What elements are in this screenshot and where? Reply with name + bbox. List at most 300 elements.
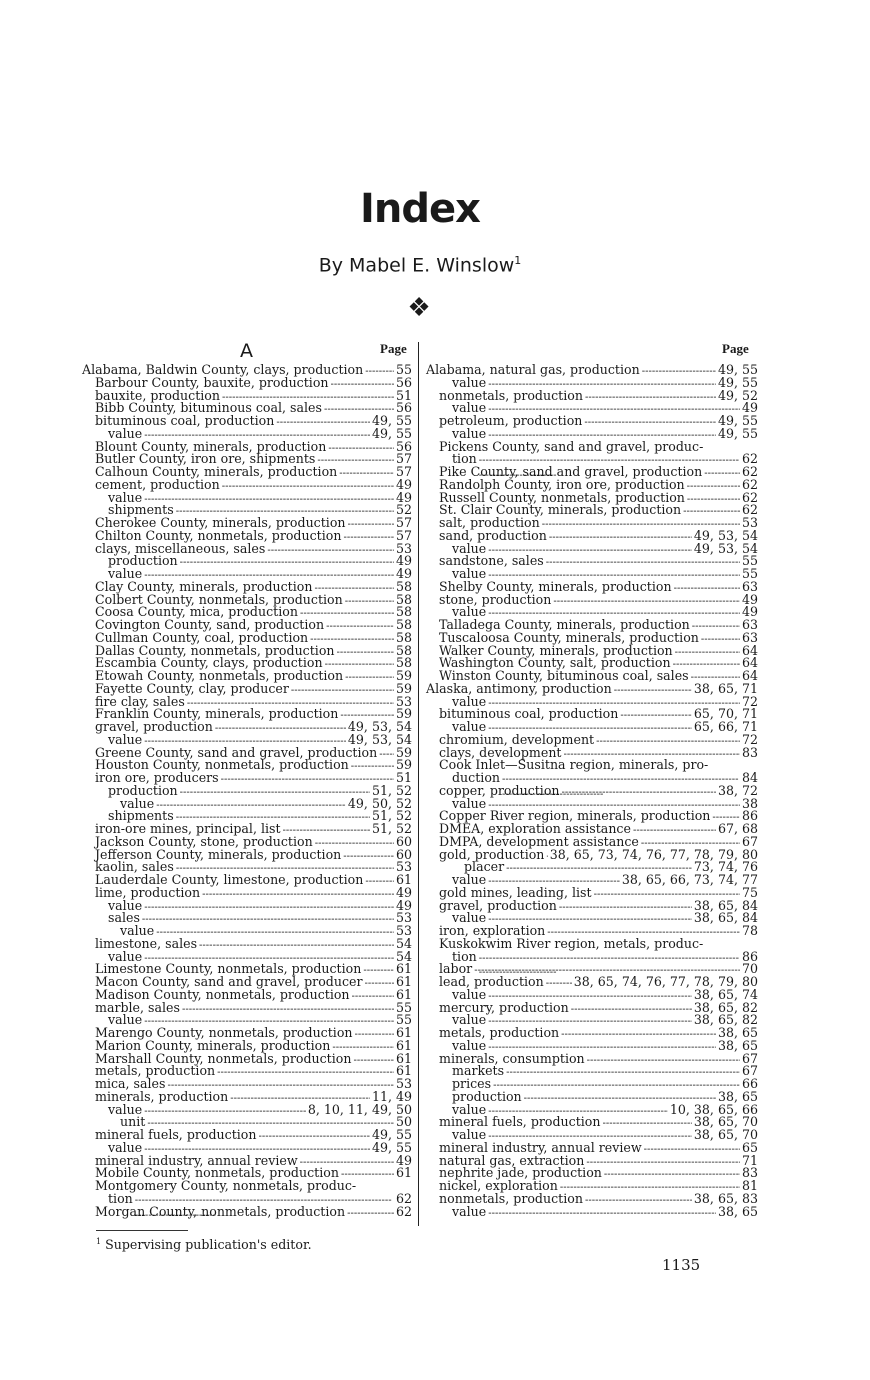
entry-page: 38, 65, 74 [693, 986, 758, 1002]
entry-page: 49 [395, 897, 412, 913]
entry-text: limestone, sales [95, 935, 198, 951]
entry-page: 55 [395, 1012, 412, 1028]
entry-page: 62 [395, 1203, 412, 1219]
leader-dots [351, 759, 394, 772]
leader-dots [199, 938, 394, 951]
entry-page: 61 [395, 1050, 412, 1066]
entry-page: 38, 65, 71 [693, 680, 758, 696]
entry-text: Calhoun County, minerals, production [95, 464, 338, 479]
entry-page: 67 [741, 833, 758, 849]
leader-dots [156, 798, 346, 811]
entry-text: iron ore, producers [95, 770, 219, 785]
entry-page: 53 [395, 1076, 412, 1091]
entry-text: Coosa County, mica, production [95, 604, 298, 620]
leader-dots [604, 1167, 740, 1180]
entry-page: 49, 55 [371, 1139, 412, 1155]
leader-dots [352, 989, 394, 1002]
leader-dots [586, 1155, 740, 1168]
entry-page: 64 [741, 668, 758, 683]
entry-text: Escambia County, clays, production [95, 655, 323, 671]
entry-text: value [452, 566, 487, 581]
entry-page: 51, 52 [371, 808, 412, 824]
entry-text: prices [452, 1076, 492, 1091]
index-entry [426, 759, 758, 785]
entry-text: value [108, 897, 143, 913]
entry-page: 38, 65 [717, 1037, 758, 1053]
entry-page: 53 [741, 515, 758, 530]
entry-page: 38, 65 [717, 1025, 758, 1040]
entry-text: Blount County, minerals, production [95, 438, 327, 454]
leader-dots [345, 594, 394, 607]
leader-dots [182, 1002, 394, 1015]
entry-text: value [452, 1101, 487, 1117]
entry-page: 38, 65, 84 [693, 897, 758, 913]
entry-page: 55 [741, 553, 758, 569]
entry-text: Barbour County, bauxite, production [95, 374, 329, 390]
leader-dots [337, 645, 394, 658]
entry-text: value [452, 425, 487, 441]
entry-page: 57 [395, 527, 412, 543]
entry-text: Covington County, sand, production [95, 617, 325, 632]
entry-text: Madison County, nonmetals, production [95, 986, 350, 1002]
leader-dots [217, 1065, 394, 1078]
entry-page: 58 [395, 617, 412, 632]
entry-text-cont: tion [452, 451, 477, 467]
leader-dots [331, 377, 394, 390]
entry-text: chromium, development [439, 731, 595, 747]
entry-page: 49, 55 [371, 413, 412, 428]
entry-text-cont: tion [108, 1190, 133, 1206]
entry-text: Tuscaloosa County, minerals, production [439, 629, 699, 645]
column-divider [418, 342, 419, 1226]
entry-page: 38 [741, 795, 758, 811]
entry-page: 61 [395, 974, 412, 989]
entry-page: 60 [395, 833, 412, 849]
leader-dots [585, 1193, 692, 1206]
entry-text: value [452, 400, 487, 416]
entry-page: 49, 53, 54 [347, 719, 412, 734]
index-entry [82, 1180, 412, 1206]
entry-page: 49 [395, 553, 412, 569]
leader-dots [379, 747, 394, 760]
entry-text: Colbert County, nonmetals, production [95, 591, 343, 607]
entry-page: 50 [395, 1114, 412, 1130]
entry-text: petroleum, production [439, 413, 583, 428]
left-index-column [82, 364, 412, 1218]
entry-page: 67 [741, 1063, 758, 1079]
byline [0, 254, 840, 276]
entry-text: metals, production [95, 1063, 216, 1079]
entry-text: Fayette County, clay, producer [95, 680, 289, 696]
entry-text: Marion County, minerals, production [95, 1037, 331, 1053]
leader-dots [291, 683, 394, 696]
entry-page: 49 [395, 476, 412, 492]
entry-page: 59 [395, 680, 412, 696]
leader-dots [603, 1116, 692, 1129]
entry-text: value [452, 1012, 487, 1028]
entry-text: Chilton County, nonmetals, production [95, 527, 342, 543]
leader-dots [704, 466, 740, 479]
entry-text: bituminous coal, production [95, 413, 275, 428]
entry-page: 53 [395, 540, 412, 556]
leader-dots [546, 849, 547, 862]
entry-text: Cook Inlet—Susitna region, minerals, pro- [439, 757, 709, 773]
entry-text: minerals, consumption [439, 1050, 585, 1066]
entry-text: Pike County, sand and gravel, production [439, 464, 703, 479]
entry-page: 58 [395, 591, 412, 607]
ornament-icon: ❖ [407, 293, 431, 323]
index-entry [426, 438, 758, 467]
leader-dots [488, 1206, 716, 1219]
leader-dots [267, 543, 394, 556]
entry-page: 72 [741, 731, 758, 747]
entry-page: 49, 53, 54 [693, 540, 758, 556]
entry-page: 61 [395, 1063, 412, 1079]
entry-text: placer [464, 859, 505, 875]
leader-dots [506, 1065, 740, 1078]
leader-dots [276, 415, 370, 428]
entry-text: value [108, 731, 143, 747]
leader-dots [644, 1142, 740, 1155]
entry-text: Kuskokwim River region, metals, produc- [439, 935, 704, 951]
entry-page: 61 [395, 872, 412, 887]
entry-text: lead, production [439, 974, 544, 989]
entry-page: 49, 53, 54 [693, 527, 758, 543]
leader-dots [614, 683, 692, 696]
entry-page: 67 [741, 1050, 758, 1066]
entry-page: 38, 65, 82 [693, 999, 758, 1015]
footnote-text: Supervising publication's editor. [105, 1237, 312, 1253]
entry-text: Mobile County, nonmetals, production [95, 1165, 339, 1181]
leader-dots [549, 530, 692, 543]
leader-dots [365, 976, 394, 989]
entry-text: value [108, 1101, 143, 1117]
entry-page: 58 [395, 604, 412, 620]
entry-page: 62 [741, 451, 758, 467]
entry-text: mica, sales [95, 1076, 166, 1091]
entry-text: lime, production [95, 884, 201, 900]
entry-page: 65 [741, 1139, 758, 1155]
entry-text: Jefferson County, minerals, production [95, 846, 342, 862]
entry-page: 38, 72 [717, 782, 758, 798]
entry-text: value [108, 1012, 143, 1028]
entry-text: salt, production [439, 515, 540, 530]
entry-text: mineral industry, annual review [439, 1139, 642, 1155]
leader-dots [345, 670, 394, 683]
entry-text: natural gas, extraction [439, 1152, 585, 1168]
entry-page: 53 [395, 910, 412, 926]
entry-page: 83 [741, 744, 758, 760]
entry-page: 57 [395, 451, 412, 467]
entry-text: kaolin, sales [95, 859, 174, 875]
entry-page: 59 [395, 757, 412, 773]
entry-text: Limestone County, nonmetals, production [95, 961, 362, 977]
leader-dots [559, 900, 692, 913]
entry-text: DMPA, development assistance [439, 833, 639, 849]
entry-text: Marshall County, nonmetals, production [95, 1050, 352, 1066]
entry-page: 49, 55 [371, 1127, 412, 1142]
entry-page: 38, 65, 84 [693, 910, 758, 926]
entry-page: 49 [395, 566, 412, 581]
leader-dots [326, 619, 394, 632]
leader-dots [642, 364, 716, 377]
leader-dots [585, 390, 716, 403]
leader-dots [587, 1053, 740, 1066]
entry-page: 61 [395, 961, 412, 977]
entry-page: 65, 66, 71 [693, 719, 758, 734]
page-title: Index [360, 186, 480, 232]
entry-text: Washington County, salt, production [439, 655, 671, 671]
leader-dots [180, 555, 394, 568]
entry-page: 64 [741, 642, 758, 658]
entry-text: value [452, 910, 487, 926]
entry-page: 38, 65 [717, 1203, 758, 1219]
leader-dots [553, 594, 740, 607]
entry-page: 57 [395, 515, 412, 530]
leader-dots [633, 823, 716, 836]
entry-page: 71 [741, 1152, 758, 1168]
entry-page: 53 [395, 923, 412, 938]
entry-page: 63 [741, 578, 758, 594]
entry-page: 67, 68 [717, 821, 758, 836]
entry-page: 49, 55 [717, 374, 758, 390]
leader-dots [259, 1129, 370, 1142]
entry-page: 84 [741, 770, 758, 785]
entry-text: Montgomery County, nonmetals, produc- [95, 1178, 357, 1193]
entry-page: 59 [395, 706, 412, 722]
entry-text: value [452, 986, 487, 1002]
entry-page: 10, 38, 65, 66 [669, 1101, 758, 1117]
entry-text: value [452, 540, 487, 556]
entry-text: mineral industry, annual review [95, 1152, 298, 1168]
entry-page: 54 [395, 935, 412, 951]
entry-page: 38, 65, 70 [693, 1127, 758, 1142]
entry-page: 62 [741, 489, 758, 505]
entry-text: shipments [108, 502, 174, 518]
entry-text: Macon County, sand and gravel, producer [95, 974, 363, 989]
entry-page: 56 [395, 374, 412, 390]
entry-text: Jackson County, stone, production [95, 833, 313, 849]
entry-page: 62 [741, 464, 758, 479]
entry-page: 53 [395, 859, 412, 875]
leader-dots [144, 492, 394, 505]
entry-text: Etowah County, nonmetals, production [95, 668, 344, 683]
entry-page: 54 [395, 948, 412, 964]
entry-text: unit [120, 1114, 146, 1130]
entry-page: 62 [741, 476, 758, 492]
entry-text: metals, production [439, 1025, 560, 1040]
entry-text: gold, production [439, 846, 545, 862]
entry-text: markets [452, 1063, 505, 1079]
entry-text: production [452, 1088, 522, 1104]
leader-dots [144, 1104, 306, 1117]
entry-text: value [108, 489, 143, 505]
entry-page: 49, 55 [717, 362, 758, 377]
entry-text: Clay County, minerals, production [95, 578, 313, 594]
leader-dots [222, 479, 394, 492]
entry-page: 38, 65 [717, 1088, 758, 1104]
entry-text: St. Clair County, minerals, production [439, 502, 682, 518]
entry-page: 65, 70, 71 [693, 706, 758, 722]
entry-page: 58 [395, 578, 412, 594]
leader-dots [561, 1027, 716, 1040]
entry-text-cont: duction [452, 770, 501, 785]
entry-text: Alabama, Baldwin County, clays, production [82, 362, 364, 377]
footnote [96, 1237, 312, 1252]
leader-dots [355, 1027, 394, 1040]
entry-text: sandstone, sales [439, 553, 544, 569]
entry-page: 55 [741, 566, 758, 581]
entry-text: value [108, 948, 143, 964]
entry-page: 11, 49 [371, 1088, 412, 1104]
entry-text: Alabama, natural gas, production [426, 362, 640, 377]
entry-page: 38, 65, 74, 76, 77, 78, 79, 80 [573, 974, 758, 989]
leader-dots [683, 504, 740, 517]
entry-page: 75 [741, 884, 758, 900]
leader-dots [571, 1002, 692, 1015]
entry-text: Butler County, iron ore, shipments [95, 451, 316, 467]
entry-text: Copper River region, minerals, production [439, 808, 711, 824]
entry-text: value [108, 566, 143, 581]
entry-page: 38, 65, 73, 74, 76, 77, 78, 79, 80 [549, 846, 758, 862]
entry-page: 49 [395, 884, 412, 900]
entry-text: gravel, production [95, 719, 213, 734]
entry-page: 49 [395, 1152, 412, 1168]
entry-text: sales [108, 910, 140, 926]
entry-page: 70 [741, 961, 758, 977]
entry-text: Russell County, nonmetals, production [439, 489, 685, 505]
leader-dots [687, 479, 740, 492]
entry-page: 49 [741, 400, 758, 416]
entry-page: 59 [395, 668, 412, 683]
entry-text: Marengo County, nonmetals, production [95, 1025, 353, 1040]
entry-text-cont: tion [452, 948, 477, 964]
entry-page: 8, 10, 11, 49, 50 [307, 1101, 412, 1117]
entry-text: production [108, 553, 178, 569]
entry-text: cement, production [95, 476, 220, 492]
entry-text: Morgan County, nonmetals, production [95, 1203, 346, 1219]
entry-page: 51 [395, 770, 412, 785]
byline-text: By Mabel E. Winslow [318, 254, 515, 277]
entry-page: 51 [395, 387, 412, 403]
leader-dots [692, 619, 740, 632]
entry-page: 53 [395, 693, 412, 709]
entry-text: bauxite, production [95, 387, 221, 403]
leader-dots [363, 963, 394, 976]
entry-text: stone, production [439, 591, 552, 607]
entry-page: 38, 65, 66, 73, 74, 77 [621, 872, 758, 887]
entry-text: value [452, 1203, 487, 1219]
right-index-column [426, 364, 758, 1218]
entry-page: 38, 65, 70 [693, 1114, 758, 1130]
entry-page: 56 [395, 400, 412, 416]
entry-text: iron, exploration [439, 923, 546, 938]
entry-text: iron-ore mines, principal, list [95, 821, 281, 836]
entry-page: 86 [741, 948, 758, 964]
entry-text: gravel, production [439, 897, 557, 913]
entry-text: Franklin County, minerals, production [95, 706, 339, 722]
entry-text: Talladega County, minerals, production [439, 617, 690, 632]
leader-dots [675, 645, 740, 658]
entry-text: value [452, 604, 487, 620]
entry-page: 49, 55 [717, 425, 758, 441]
entry-text: value [452, 795, 487, 811]
entry-text: production [108, 782, 178, 798]
leader-dots [348, 517, 394, 530]
entry-page: 58 [395, 655, 412, 671]
leader-dots [562, 785, 716, 798]
leader-dots [687, 492, 740, 505]
leader-dots [596, 734, 740, 747]
entry-text: Pickens County, sand and gravel, produc- [439, 438, 704, 454]
entry-text: Lauderdale County, limestone, production [95, 872, 364, 887]
leader-dots [202, 887, 394, 900]
right-page-header: Page [722, 341, 749, 356]
entry-page: 52 [395, 502, 412, 518]
entry-page: 49 [741, 604, 758, 620]
left-page-header: Page [380, 341, 407, 356]
entry-text: mercury, production [439, 999, 569, 1015]
entry-page: 57 [395, 464, 412, 479]
index-entry [82, 1203, 412, 1219]
leader-dots [584, 415, 716, 428]
entry-text: value [108, 1139, 143, 1155]
entry-text: clays, development [439, 744, 562, 760]
entry-page: 58 [395, 642, 412, 658]
leader-dots [328, 441, 394, 454]
entry-text: value [120, 795, 155, 811]
entry-text: clays, miscellaneous, sales [95, 540, 266, 556]
entry-page: 63 [741, 629, 758, 645]
entry-text: sand, production [439, 527, 547, 543]
entry-page: 51, 52 [371, 821, 412, 836]
entry-text: Cherokee County, minerals, production [95, 515, 346, 530]
entry-page: 49, 53, 54 [347, 731, 412, 747]
entry-page: 55 [395, 999, 412, 1015]
entry-page: 64 [741, 655, 758, 671]
entry-page: 61 [395, 1037, 412, 1053]
entry-page: 61 [395, 1165, 412, 1181]
leader-dots [339, 466, 394, 479]
page-number: 1135 [662, 1256, 701, 1274]
leader-dots [343, 530, 394, 543]
entry-text: value [452, 872, 487, 887]
leader-dots [142, 912, 394, 925]
entry-text: Greene County, sand and gravel, production [95, 744, 378, 760]
entry-text: labor [439, 961, 473, 977]
entry-page: 81 [741, 1178, 758, 1193]
entry-page: 55 [395, 362, 412, 377]
entry-page: 86 [741, 808, 758, 824]
leader-dots [546, 976, 572, 989]
entry-text: value [120, 923, 155, 938]
entry-text: copper, production [439, 782, 560, 798]
entry-text: Walker County, minerals, production [439, 642, 673, 658]
entry-text: marble, sales [95, 999, 180, 1015]
index-entry [426, 935, 758, 964]
entry-text: value [108, 425, 143, 441]
section-letter: A [240, 340, 253, 362]
entry-page: 61 [395, 1025, 412, 1040]
entry-page: 49 [395, 489, 412, 505]
entry-text: nephrite jade, production [439, 1165, 602, 1181]
entry-text: nonmetals, production [439, 387, 583, 403]
leader-dots [493, 1078, 740, 1091]
entry-page: 66 [741, 1076, 758, 1091]
entry-page: 62 [395, 1190, 412, 1206]
entry-page: 56 [395, 438, 412, 454]
leader-dots [180, 785, 370, 798]
